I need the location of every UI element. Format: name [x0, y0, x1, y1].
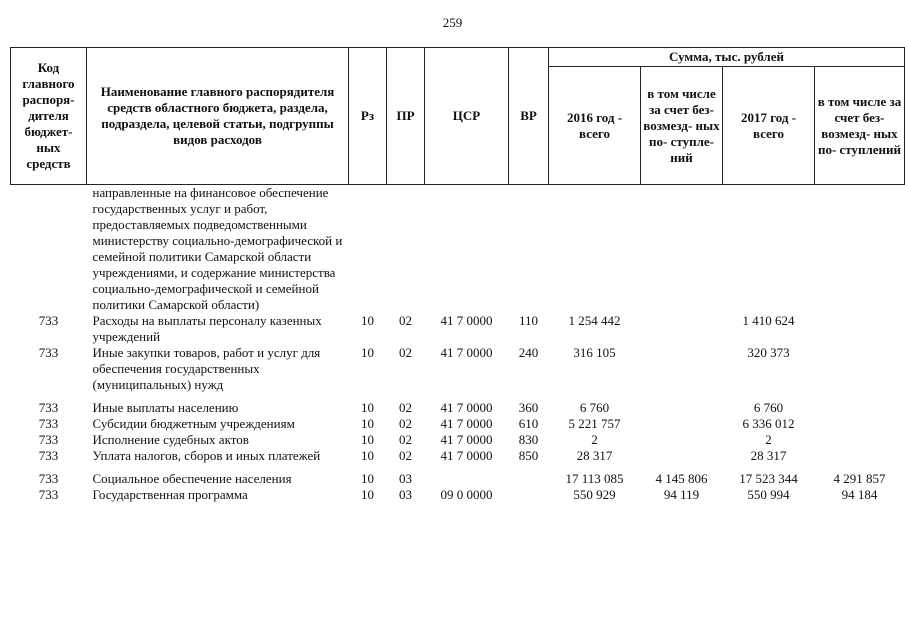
- table-row: [11, 416, 905, 432]
- table-row: [11, 313, 905, 345]
- cell-f2016: [641, 416, 723, 432]
- cell-name: Субсидии бюджетным учреждениям: [92, 416, 295, 431]
- cell-vr: 110: [518, 313, 539, 328]
- cell-f2016: [641, 393, 723, 416]
- cell-code: 733: [38, 487, 59, 502]
- header-sum: Сумма, тыс. рублей: [549, 48, 905, 67]
- cell-f2017: [815, 416, 905, 432]
- cell-f2016: [641, 432, 723, 448]
- cell-f2017: 94 184: [841, 487, 878, 502]
- cell-v2016: 1 254 442: [568, 313, 621, 328]
- cell-v2016: 17 113 085: [565, 471, 624, 486]
- cell-vr: 610: [518, 416, 539, 431]
- cell-v2017: 2: [765, 432, 772, 447]
- cell-v2016: 5 221 757: [568, 416, 621, 431]
- cell-csr: [425, 464, 509, 487]
- cell-f2016: [641, 345, 723, 393]
- cell-pr: 02: [399, 448, 412, 463]
- cell-f2016: [641, 448, 723, 464]
- header-2016-total: 2016 год - всего: [549, 67, 641, 185]
- budget-table: [10, 47, 905, 503]
- continuation-text: направленные на финансовое обеспечение государственных услуг и работ, предоставляемых подведомственными министерству социально-демографической и семейной политики Самарской области учреждениями, и содержание министерства социально-демографической и семейной политики Самарской области): [92, 185, 343, 312]
- cell-v2016: 6 760: [579, 400, 610, 415]
- cell-vr: 240: [518, 345, 539, 360]
- cell-rz: 10: [361, 432, 374, 447]
- cell-rz: 10: [361, 416, 374, 431]
- header-vr: ВР: [509, 48, 549, 185]
- cell-rz: 10: [361, 487, 374, 502]
- cell-csr: 41 7 0000: [440, 432, 493, 447]
- cell-name: Социальное обеспечение населения: [92, 471, 292, 486]
- cell-code: 733: [38, 448, 59, 463]
- cell-f2016: 94 119: [663, 487, 700, 502]
- cell-name: Иные выплаты населению: [92, 400, 239, 415]
- cell-vr: 850: [518, 448, 539, 463]
- cell-code: 733: [38, 400, 59, 415]
- cell-vr: 830: [518, 432, 539, 447]
- cell-csr: 41 7 0000: [440, 313, 493, 328]
- cell-pr: 02: [399, 345, 412, 360]
- header-code: Код главного распоря- дителя бюджет- ных средств: [11, 48, 87, 185]
- page-number: 259: [442, 15, 463, 30]
- cell-name: Уплата налогов, сборов и иных платежей: [92, 448, 321, 463]
- cell-vr: [509, 464, 549, 487]
- table-row: [11, 345, 905, 393]
- header-pr: ПР: [387, 48, 425, 185]
- cell-pr: 03: [399, 487, 412, 502]
- header-2017-total: 2017 год - всего: [723, 67, 815, 185]
- cell-v2016: 28 317: [576, 448, 613, 463]
- cell-vr: [509, 487, 549, 503]
- cell-f2017: [815, 393, 905, 416]
- cell-rz: 10: [361, 313, 374, 328]
- cell-v2016: 2: [591, 432, 598, 447]
- continuation-row: [11, 185, 905, 314]
- cell-rz: 10: [361, 448, 374, 463]
- header-name: Наименование главного распорядителя средств областного бюджета, раздела, подраздела, целевой статьи, подгруппы видов расходов: [87, 48, 349, 185]
- cell-name: Расходы на выплаты персоналу казенных учреждений: [92, 313, 322, 344]
- table-row: [11, 393, 905, 416]
- cell-code: 733: [38, 345, 59, 360]
- cell-code: 733: [38, 471, 59, 486]
- cell-f2016: 4 145 806: [655, 471, 708, 486]
- cell-v2017: 320 373: [747, 345, 790, 360]
- cell-name: Иные закупки товаров, работ и услуг для обеспечения государственных (муниципальных) нужд: [92, 345, 321, 392]
- cell-pr: 02: [399, 416, 412, 431]
- cell-code: 733: [38, 432, 59, 447]
- cell-pr: 03: [399, 471, 412, 486]
- cell-name: Исполнение судебных актов: [92, 432, 249, 447]
- cell-rz: 10: [361, 471, 374, 486]
- cell-csr: 41 7 0000: [440, 400, 493, 415]
- cell-csr: 41 7 0000: [440, 448, 493, 463]
- cell-pr: 02: [399, 400, 412, 415]
- cell-v2017: 28 317: [750, 448, 787, 463]
- cell-f2017: [815, 313, 905, 345]
- cell-csr: 41 7 0000: [440, 416, 493, 431]
- header-csr: ЦСР: [425, 48, 509, 185]
- cell-code: 733: [38, 416, 59, 431]
- header-rz: Рз: [349, 48, 387, 185]
- cell-v2017: 1 410 624: [742, 313, 795, 328]
- cell-f2017: 4 291 857: [833, 471, 886, 486]
- cell-csr: 09 0 0000: [440, 487, 493, 502]
- table-row: [11, 487, 905, 503]
- cell-v2016: 316 105: [573, 345, 616, 360]
- cell-rz: 10: [361, 400, 374, 415]
- cell-f2017: [815, 345, 905, 393]
- table-header: [11, 48, 905, 185]
- cell-pr: 02: [399, 313, 412, 328]
- table-row: [11, 464, 905, 487]
- cell-v2017: 550 994: [747, 487, 790, 502]
- cell-pr: 02: [399, 432, 412, 447]
- header-2017-free: в том числе за счет без- возмезд- ных по- ступлений: [815, 67, 905, 185]
- table-body: [11, 185, 905, 504]
- cell-code: 733: [38, 313, 59, 328]
- cell-f2017: [815, 432, 905, 448]
- cell-f2017: [815, 448, 905, 464]
- cell-v2017: 17 523 344: [739, 471, 798, 486]
- cell-name: Государственная программа: [92, 487, 248, 502]
- cell-v2017: 6 336 012: [742, 416, 795, 431]
- header-2016-free: в том числе за счет без- возмезд- ных по- ступле- ний: [641, 67, 723, 185]
- cell-rz: 10: [361, 345, 374, 360]
- cell-v2016: 550 929: [573, 487, 616, 502]
- cell-f2016: [641, 313, 723, 345]
- cell-v2017: 6 760: [753, 400, 784, 415]
- table-row: [11, 432, 905, 448]
- cell-vr: 360: [518, 400, 539, 415]
- cell-csr: 41 7 0000: [440, 345, 493, 360]
- table-row: [11, 448, 905, 464]
